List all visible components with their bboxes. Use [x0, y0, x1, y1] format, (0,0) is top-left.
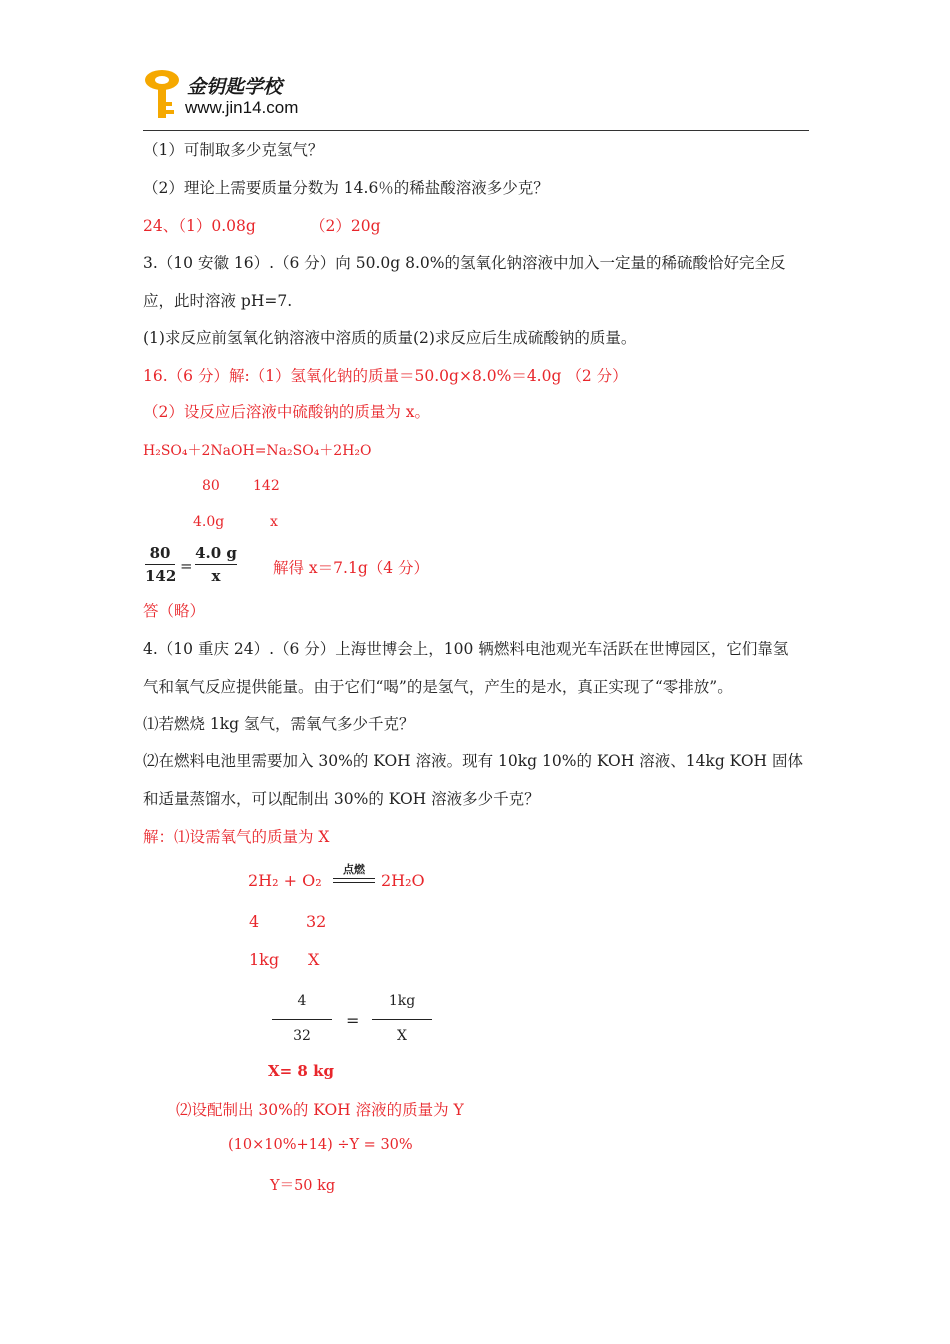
equals-sign-2: = [346, 1011, 360, 1030]
reaction-arrow-line-bottom [333, 882, 375, 883]
problem-4-line-1: 4.（10 重庆 24）.（6 分）上海世博会上，100 辆燃料电池观光车活跃在世博园区，它们靠氢 [143, 640, 789, 658]
molar-mass-142: 142 [253, 478, 280, 494]
equation-2-reactants: 2H₂ + O₂ [248, 871, 322, 890]
fraction-numerator: 80 [149, 544, 171, 562]
answer-omitted: 答（略） [143, 602, 206, 620]
problem-3-line-2: 应，此时溶液 pH=7. [143, 292, 293, 310]
given-1kg: 1kg [249, 950, 280, 969]
fraction-numerator: 1kg [388, 993, 416, 1009]
question-1: （1）可制取多少克氢气？ [143, 141, 324, 159]
problem-4-line-4: ⑵在燃料电池里需要加入 30%的 KOH 溶液。现有 10kg 10%的 KOH 溶液、14kg KOH 固体 [143, 752, 803, 770]
fraction-numerator: 4.0 g [195, 544, 237, 562]
fraction-bar [145, 564, 175, 565]
unknown-X: X [308, 950, 320, 969]
solution-4-calculation: (10×10%+14) ÷Y = 30% [228, 1137, 413, 1153]
given-mass: 4.0g [193, 514, 225, 530]
fraction-numerator: 4 [297, 993, 307, 1009]
result-x: X= 8 kg [268, 1062, 334, 1080]
fraction-bar [195, 564, 237, 565]
mass-ratio-4: 4 [249, 912, 260, 931]
mass-ratio-32: 32 [306, 912, 327, 931]
solution-4-result: Y＝50 kg [270, 1178, 336, 1194]
question-2: （2）理论上需要质量分数为 14.6％的稀盐酸溶液多少克？ [143, 179, 549, 197]
molar-mass-80: 80 [202, 478, 220, 494]
fraction-80-142 [145, 544, 175, 585]
fraction-bar [272, 1019, 332, 1020]
problem-4-line-2: 气和氧气反应提供能量。由于它们“喝”的是氢气，产生的是水，真正实现了“零排放”。 [143, 678, 733, 696]
equals-sign: = [180, 557, 193, 575]
fraction-1kg-X [372, 993, 432, 1044]
fraction-denominator: X [397, 1028, 407, 1044]
reaction-condition: 点燃 [343, 863, 365, 876]
reaction-arrow-line-top [333, 878, 375, 879]
equation-2-product: 2H₂O [381, 871, 425, 890]
result-16: 解得 x＝7.1g（4 分） [273, 559, 430, 577]
logo-url: www.jin14.com [185, 98, 299, 117]
solution-4-line-1: 解：⑴设需氧气的质量为 X [143, 828, 330, 846]
problem-4-line-5: 和适量蒸馏水，可以配制出 30%的 KOH 溶液多少千克？ [143, 790, 540, 808]
logo-name: 金钥匙学校 [187, 77, 283, 98]
problem-3-line-3: (1)求反应前氢氧化钠溶液中溶质的质量(2)求反应后生成硫酸钠的质量。 [143, 329, 637, 347]
solution-16-line-2: （2）设反应后溶液中硫酸钠的质量为 x。 [143, 403, 431, 421]
problem-4-line-3: ⑴若燃烧 1kg 氢气，需氧气多少千克？ [143, 715, 415, 733]
header-rule [143, 130, 809, 131]
fraction-denominator: x [211, 567, 221, 585]
solution-4-line-2: ⑵设配制出 30%的 KOH 溶液的质量为 Y [176, 1101, 464, 1119]
fraction-denominator: 32 [293, 1028, 311, 1044]
fraction-denominator: 142 [145, 567, 177, 585]
chemical-equation-1: H₂SO₄＋2NaOH=Na₂SO₄＋2H₂O [143, 443, 372, 459]
answer-24: 24、（1）0.08g （2）20g [143, 217, 381, 235]
fraction-bar [372, 1019, 432, 1020]
fraction-4g-x [195, 544, 237, 585]
unknown-x: x [270, 514, 278, 530]
logo [143, 68, 333, 126]
problem-3-line-1: 3.（10 安徽 16）.（6 分）向 50.0g 8.0%的氢氧化钠溶液中加入一定量的稀硫酸恰好完全反 [143, 254, 786, 272]
solution-16-line-1: 16.（6 分）解:（1）氢氧化钠的质量＝50.0g×8.0%＝4.0g （2 分） [143, 367, 628, 385]
fraction-4-32 [272, 993, 332, 1044]
key-icon [143, 68, 181, 124]
